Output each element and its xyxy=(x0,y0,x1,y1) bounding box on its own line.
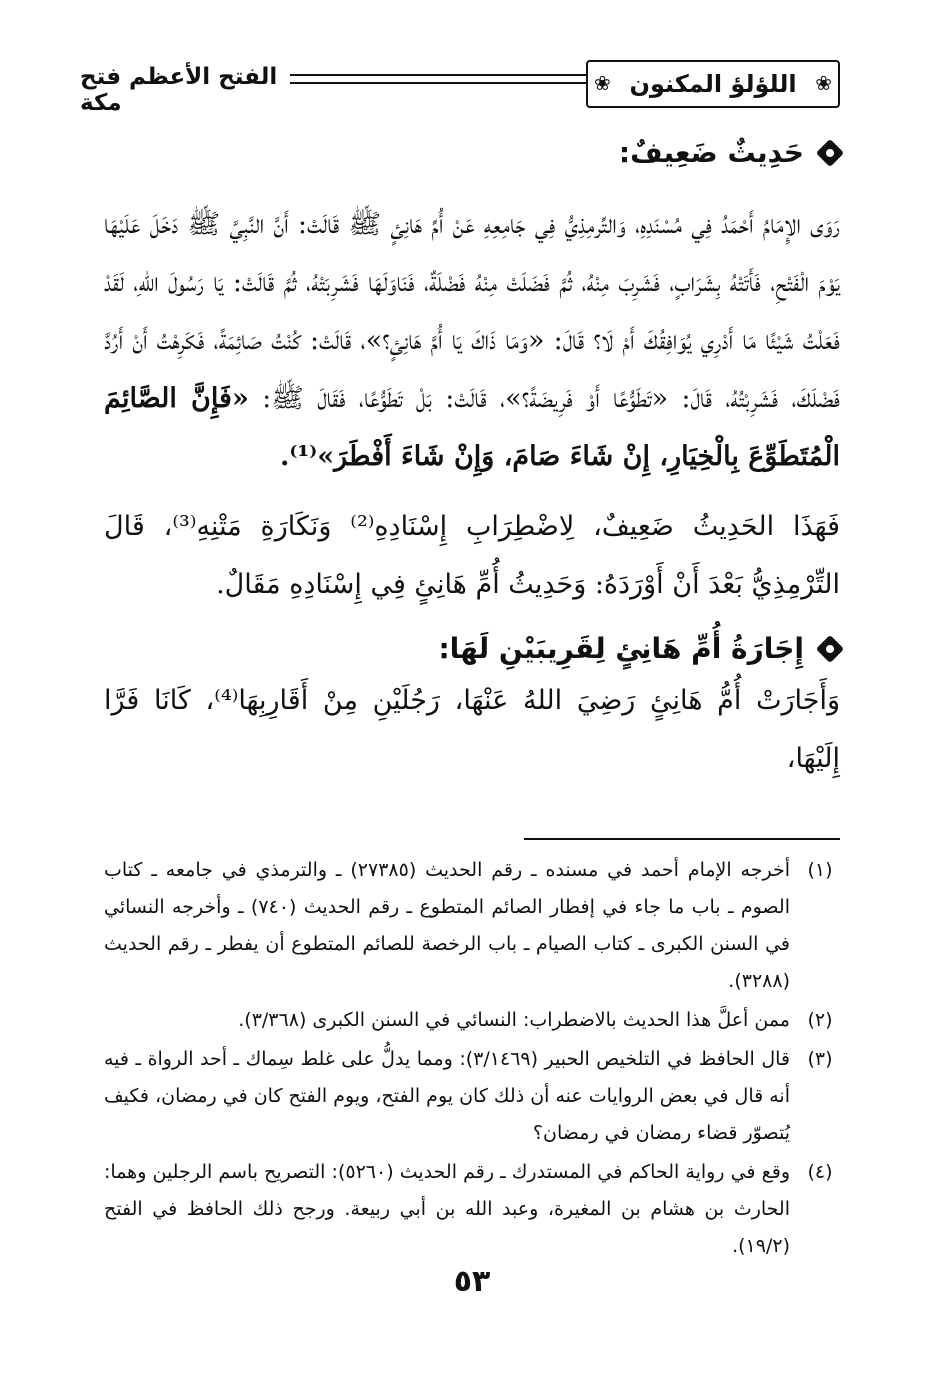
book-title: اللؤلؤ المكنون xyxy=(629,70,797,98)
paragraph: وَأَجَارَتْ أُمُّ هَانِئٍ رَضِيَ اللهُ عَنْهَا، رَجُلَيْنِ مِنْ أَقَارِبِهَا⁽⁴⁾، كَانَا فَرَّا إِلَيْهَا، xyxy=(104,685,841,774)
footnote-number: (١) xyxy=(807,859,833,881)
footnote-text: أخرجه الإمام أحمد في مسنده ـ رقم الحديث (٢٧٣٨٥) ـ والترمذي في جامعه ـ كتاب الصوم ـ باب ما جاء في إفطار الصائم المتطوع ـ رقم الحديث (٧٤٠) ـ وأخرجه النسائي في السنن الكبرى ـ كتاب الصيام ـ باب الرخصة للصائم المتطوع أن يفطر ـ رقم الحديث (٣٢٨٨). xyxy=(104,859,791,992)
footnote-number: (٤) xyxy=(807,1161,833,1183)
ornament-icon: ❀ xyxy=(594,71,611,95)
section-heading-text: إِجَارَةُ أُمِّ هَانِئٍ لِقَرِيبَيْنِ لَهَا: xyxy=(438,632,804,665)
header-rule xyxy=(570,74,588,84)
diamond-bullet-icon xyxy=(816,635,844,663)
footnote-number: (٣) xyxy=(807,1048,833,1070)
header-rule xyxy=(290,74,570,84)
section-heading xyxy=(104,626,840,672)
paragraph: فَهَذَا الحَدِيثُ ضَعِيفٌ، لِاضْطِرَابِ إِسْنَادِهِ⁽²⁾ وَنَكَارَةِ مَتْنِهِ⁽³⁾، قَالَ التِّرْمِذِيُّ بَعْدَ أَنْ أَوْرَدَهُ: وَحَدِيثُ أُمِّ هَانِئٍ فِي إِسْنَادِهِ مَقَالٌ. xyxy=(104,511,840,600)
book-title-frame xyxy=(586,60,840,108)
footnote xyxy=(104,1154,840,1265)
footnote-separator xyxy=(524,838,840,840)
diamond-bullet-icon xyxy=(816,139,844,167)
hadith-quote: «فَإِنَّ الصَّائِمَ الْمُتَطَوِّعَ بِالْخِيَارِ، إِنْ شَاءَ صَامَ، وَإِنْ شَاءَ أَفْطَرَ»⁽¹⁾. xyxy=(104,383,840,472)
footnote-text: وقع في رواية الحاكم في المستدرك ـ رقم الحديث (٥٢٦٠): التصريح باسم الرجلين وهما: الحارث بن هشام بن المغيرة، وعبد الله بن أبي ربيعة. ورجح ذلك الحافظ في الفتح (١٩/٢). xyxy=(104,1161,790,1257)
section-heading xyxy=(104,130,840,176)
footnote-text: ممن أعلَّ هذا الحديث بالاضطراب: النسائي في السنن الكبرى (٣/٣٦٨). xyxy=(238,1009,790,1031)
footnote xyxy=(104,1002,840,1039)
page-number: ٥٣ xyxy=(453,1264,491,1299)
paragraph xyxy=(104,196,840,486)
paragraph-text: رَوَى الإِمَامُ أَحْمَدُ فِي مُسْنَدِهِ، وَالتِّرمِذِيُّ فِي جَامِعِهِ عَنْ أُمِّ هَانِئٍ ﷺ قَالَتْ: أَنَّ النَّبِيَّ ﷺ دَخَلَ عَلَيْهَا يَوْمَ الْفَتْحِ، فَأَتَتْهُ بِشَرَابٍ، فَشَرِبَ مِنْهُ، ثُمَّ فَضَلَتْ مِنْهُ فَضْلَةٌ، فَنَاوَلَهَا فَشَرِبَتْهُ، ثُمَّ قَالَتْ: يَا رَسُولَ اللهِ، لَقَدْ فَعَلْتُ شَيْئًا مَا أَدْرِي يُوَافِقُكَ أَمْ لَا؟ قَالَ: «وَمَا ذَاكَ يَا أُمَّ هَانِئٍ؟»، قَالَتْ: كُنْتُ صَائِمَةً، فَكَرِهْتُ أَنْ أَرُدَّ فَضْلَكَ، فَشَرِبْتُهُ، قَالَ: «تَطَوُّعًا أَوْ فَرِيضَةً؟»، قَالَتْ: بَلْ تَطَوُّعًا، فَقَالَ ﷺ: xyxy=(104,209,840,414)
footnote xyxy=(104,1041,840,1152)
footnotes xyxy=(104,852,840,1267)
footnote-number: (٢) xyxy=(807,1009,833,1031)
ornament-icon: ❀ xyxy=(815,71,832,95)
page-header xyxy=(80,52,840,116)
footnote-text: قال الحافظ في التلخيص الحبير (٣/١٤٦٩): ومما يدلُّ على غلط سِماك ـ أحد الرواة ـ فيه أنه قال في بعض الروايات عنه أن ذلك كان يوم الفتح، ويوم الفتح كان في رمضان، فكيف يُتصوّر قضاء رمضان في رمضان؟ xyxy=(103,1048,790,1144)
section-heading-text: حَدِيثٌ ضَعِيفٌ: xyxy=(618,136,804,169)
main-text xyxy=(104,130,840,788)
footnote xyxy=(104,852,840,1000)
chapter-title: الفتح الأعظم فتح مكة xyxy=(80,64,278,116)
